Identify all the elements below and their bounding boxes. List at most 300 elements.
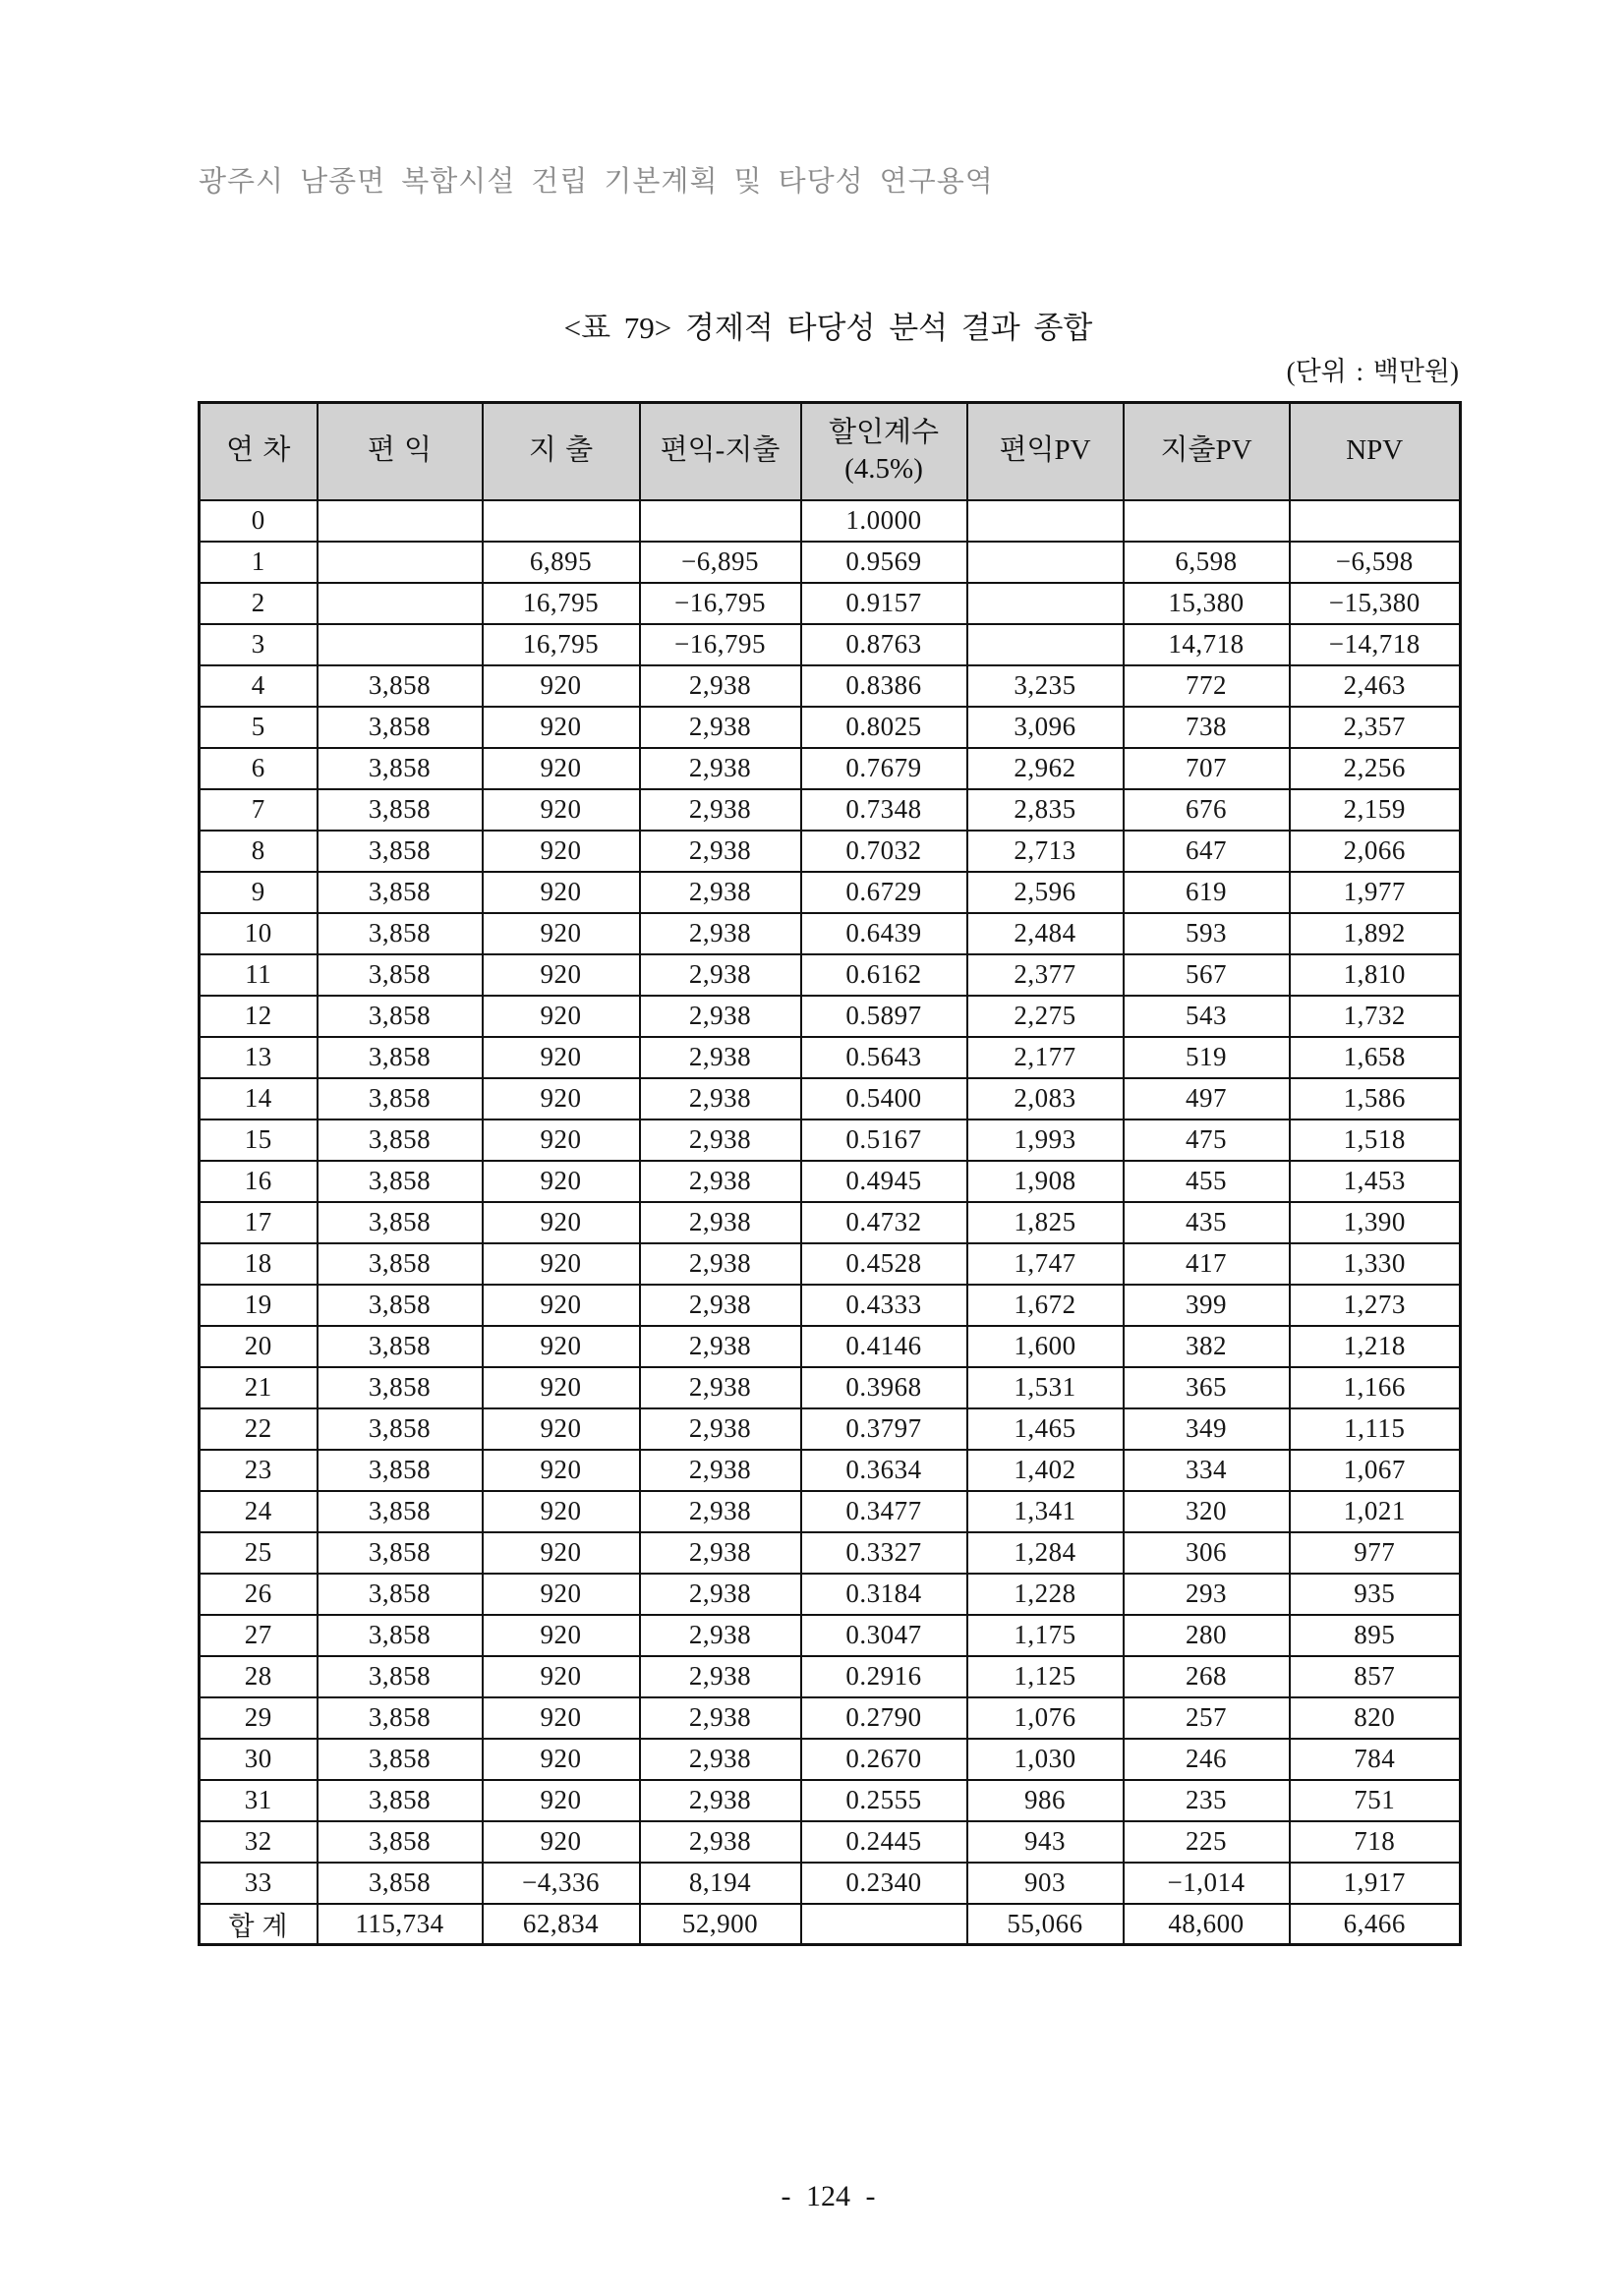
total-row: [200, 1904, 1461, 1945]
table-cell: 3,858: [318, 1821, 483, 1863]
table-cell: 14: [200, 1078, 318, 1119]
column-header: NPV: [1290, 403, 1461, 500]
table-cell: 6,895: [483, 542, 640, 583]
table-cell: 920: [483, 1037, 640, 1078]
table-cell: 3,858: [318, 1656, 483, 1697]
table-cell: 903: [967, 1863, 1124, 1904]
table-cell: 895: [1290, 1615, 1461, 1656]
table-cell: 9: [200, 872, 318, 913]
table-cell: 0.6162: [801, 954, 967, 996]
table-cell: 235: [1124, 1780, 1290, 1821]
table-cell: 3,858: [318, 1037, 483, 1078]
table-cell: 1,166: [1290, 1367, 1461, 1408]
table-row: [200, 872, 1461, 913]
table-cell: 0.3634: [801, 1450, 967, 1491]
table-cell: 2,938: [640, 1450, 801, 1491]
table-cell: −6,895: [640, 542, 801, 583]
table-cell: −6,598: [1290, 542, 1461, 583]
table-cell: 0.7032: [801, 831, 967, 872]
table-cell: 320: [1124, 1491, 1290, 1532]
table-cell: 920: [483, 1739, 640, 1780]
table-row: [200, 1615, 1461, 1656]
table-row: [200, 1119, 1461, 1161]
table-row: [200, 665, 1461, 707]
table-cell: 246: [1124, 1739, 1290, 1780]
table-cell: 6: [200, 748, 318, 789]
table-cell: 920: [483, 1408, 640, 1450]
table-cell: 48,600: [1124, 1904, 1290, 1945]
table-cell: −4,336: [483, 1863, 640, 1904]
table-row: [200, 624, 1461, 665]
table-cell: 11: [200, 954, 318, 996]
table-row: [200, 1202, 1461, 1243]
table-cell: 62,834: [483, 1904, 640, 1945]
table-cell: 920: [483, 1697, 640, 1739]
table-cell: 3,858: [318, 707, 483, 748]
table-cell: [318, 500, 483, 542]
table-cell: 21: [200, 1367, 318, 1408]
table-cell: 920: [483, 1821, 640, 1863]
table-cell: 3,858: [318, 1078, 483, 1119]
table-cell: 19: [200, 1285, 318, 1326]
table-cell: 2,938: [640, 1780, 801, 1821]
table-cell: 920: [483, 1078, 640, 1119]
table-cell: 1,810: [1290, 954, 1461, 996]
table-cell: 2,962: [967, 748, 1124, 789]
table-cell: 1,125: [967, 1656, 1124, 1697]
table-cell: 2,938: [640, 1367, 801, 1408]
table-cell: 1,993: [967, 1119, 1124, 1161]
table-cell: 920: [483, 913, 640, 954]
table-row: [200, 500, 1461, 542]
column-header: 편 익: [318, 403, 483, 500]
table-cell: 3,858: [318, 1697, 483, 1739]
table-cell: 519: [1124, 1037, 1290, 1078]
table-cell: 3,858: [318, 1161, 483, 1202]
table-cell: [801, 1904, 967, 1945]
table-row: [200, 996, 1461, 1037]
table-row: [200, 1285, 1461, 1326]
table-cell: 2: [200, 583, 318, 624]
table-cell: 3,858: [318, 1739, 483, 1780]
table-cell: 8,194: [640, 1863, 801, 1904]
table-cell: 2,938: [640, 1532, 801, 1574]
table-cell: 417: [1124, 1243, 1290, 1285]
column-header: 연 차: [200, 403, 318, 500]
table-cell: 3,858: [318, 1408, 483, 1450]
table-cell: 2,938: [640, 748, 801, 789]
table-cell: 20: [200, 1326, 318, 1367]
table-cell: 977: [1290, 1532, 1461, 1574]
table-cell: 1,917: [1290, 1863, 1461, 1904]
table-cell: 3,858: [318, 913, 483, 954]
column-header: 편익PV: [967, 403, 1124, 500]
table-cell: 25: [200, 1532, 318, 1574]
table-row: [200, 1491, 1461, 1532]
table-cell: 0.8025: [801, 707, 967, 748]
table-cell: 2,938: [640, 1821, 801, 1863]
table-cell: 3,858: [318, 665, 483, 707]
table-cell: 15,380: [1124, 583, 1290, 624]
table-cell: 1: [200, 542, 318, 583]
table-cell: 3,858: [318, 1450, 483, 1491]
table-cell: 475: [1124, 1119, 1290, 1161]
table-cell: [1124, 500, 1290, 542]
table-cell: 920: [483, 1161, 640, 1202]
table-cell: 857: [1290, 1656, 1461, 1697]
table-cell: 647: [1124, 831, 1290, 872]
table-cell: 306: [1124, 1532, 1290, 1574]
table-cell: 1,977: [1290, 872, 1461, 913]
table-cell: 920: [483, 1450, 640, 1491]
table-cell: 0.5167: [801, 1119, 967, 1161]
table-cell: −15,380: [1290, 583, 1461, 624]
table-row: [200, 954, 1461, 996]
table-header-row: [200, 403, 1461, 500]
table-row: [200, 1697, 1461, 1739]
table-cell: 0.3184: [801, 1574, 967, 1615]
table-cell: 0.4528: [801, 1243, 967, 1285]
table-cell: [318, 542, 483, 583]
table-cell: 0.7348: [801, 789, 967, 831]
table-cell: 920: [483, 1326, 640, 1367]
column-header: 할인계수 (4.5%): [801, 403, 967, 500]
table-cell: 0.3797: [801, 1408, 967, 1450]
table-row: [200, 707, 1461, 748]
table-cell: 2,275: [967, 996, 1124, 1037]
table-cell: 920: [483, 1491, 640, 1532]
table-row: [200, 542, 1461, 583]
table-row: [200, 789, 1461, 831]
table-cell: [967, 500, 1124, 542]
table-cell: 0.5897: [801, 996, 967, 1037]
table-cell: 435: [1124, 1202, 1290, 1243]
table-cell: 0.7679: [801, 748, 967, 789]
table-cell: 0.4146: [801, 1326, 967, 1367]
table-cell: 920: [483, 1243, 640, 1285]
table-cell: 4: [200, 665, 318, 707]
table-cell: 3,858: [318, 1491, 483, 1532]
table-cell: [318, 583, 483, 624]
table-cell: 2,938: [640, 1037, 801, 1078]
table-cell: 0.3047: [801, 1615, 967, 1656]
table-cell: [483, 500, 640, 542]
table-cell: 16,795: [483, 583, 640, 624]
table-cell: 619: [1124, 872, 1290, 913]
table-cell: 257: [1124, 1697, 1290, 1739]
table-cell: −16,795: [640, 583, 801, 624]
table-cell: 8: [200, 831, 318, 872]
table-cell: 676: [1124, 789, 1290, 831]
table-cell: 0.8763: [801, 624, 967, 665]
table-row: [200, 831, 1461, 872]
running-header: 광주시 남종면 복합시설 건립 기본계획 및 타당성 연구용역: [199, 166, 994, 198]
table-cell: 2,938: [640, 1697, 801, 1739]
table-cell: 455: [1124, 1161, 1290, 1202]
column-header: 편익-지출: [640, 403, 801, 500]
table-cell: 23: [200, 1450, 318, 1491]
table-cell: 1,402: [967, 1450, 1124, 1491]
table-cell: 14,718: [1124, 624, 1290, 665]
table-cell: 3,858: [318, 831, 483, 872]
table-row: [200, 913, 1461, 954]
table-row: [200, 1821, 1461, 1863]
table-cell: 920: [483, 1656, 640, 1697]
table-cell: 1,330: [1290, 1243, 1461, 1285]
table-cell: 2,596: [967, 872, 1124, 913]
table-cell: 0.6439: [801, 913, 967, 954]
table-cell: 2,357: [1290, 707, 1461, 748]
table-cell: 16: [200, 1161, 318, 1202]
table-cell: 920: [483, 954, 640, 996]
table-cell: 2,938: [640, 996, 801, 1037]
table-cell: [967, 542, 1124, 583]
table-cell: 3,858: [318, 1285, 483, 1326]
table-cell: 1,228: [967, 1574, 1124, 1615]
table-cell: 3,858: [318, 954, 483, 996]
table-cell: 7: [200, 789, 318, 831]
table-cell: 820: [1290, 1697, 1461, 1739]
table-cell: 738: [1124, 707, 1290, 748]
table-cell: 2,256: [1290, 748, 1461, 789]
economic-feasibility-table: [198, 401, 1462, 1946]
table-cell: 1,732: [1290, 996, 1461, 1037]
table-row: [200, 1037, 1461, 1078]
table-cell: 6,466: [1290, 1904, 1461, 1945]
table-cell: 0.9569: [801, 542, 967, 583]
table-cell: 3,858: [318, 1780, 483, 1821]
table-cell: 920: [483, 831, 640, 872]
table-cell: 18: [200, 1243, 318, 1285]
table-cell: 2,938: [640, 1326, 801, 1367]
table-cell: 3,858: [318, 1367, 483, 1408]
table-cell: 33: [200, 1863, 318, 1904]
table-cell: 3,858: [318, 1863, 483, 1904]
table-cell: 55,066: [967, 1904, 1124, 1945]
table-cell: 280: [1124, 1615, 1290, 1656]
table-cell: 1,892: [1290, 913, 1461, 954]
table-cell: 0.3477: [801, 1491, 967, 1532]
table-cell: 349: [1124, 1408, 1290, 1450]
table-row: [200, 1161, 1461, 1202]
table-cell: 920: [483, 1285, 640, 1326]
table-cell: 2,938: [640, 665, 801, 707]
table-cell: 920: [483, 1574, 640, 1615]
table-cell: 1,175: [967, 1615, 1124, 1656]
table-cell: 24: [200, 1491, 318, 1532]
table-cell: 6,598: [1124, 542, 1290, 583]
table-row: [200, 1367, 1461, 1408]
table-cell: 772: [1124, 665, 1290, 707]
table-cell: 1,658: [1290, 1037, 1461, 1078]
table-cell: 567: [1124, 954, 1290, 996]
table-cell: 3: [200, 624, 318, 665]
table-cell: 2,938: [640, 1739, 801, 1780]
table-cell: 0.6729: [801, 872, 967, 913]
table-cell: 22: [200, 1408, 318, 1450]
table-cell: 31: [200, 1780, 318, 1821]
table-row: [200, 1739, 1461, 1780]
table-cell: 920: [483, 665, 640, 707]
table-cell: 3,096: [967, 707, 1124, 748]
table-cell: 3,858: [318, 1326, 483, 1367]
table-cell: 0.4732: [801, 1202, 967, 1243]
table-cell: 3,858: [318, 1202, 483, 1243]
table-cell: 1,218: [1290, 1326, 1461, 1367]
table-row: [200, 1408, 1461, 1450]
table-cell: 2,713: [967, 831, 1124, 872]
table-cell: 943: [967, 1821, 1124, 1863]
table-cell: [967, 624, 1124, 665]
table-cell: 0.4945: [801, 1161, 967, 1202]
table-cell: 1,341: [967, 1491, 1124, 1532]
table-cell: 28: [200, 1656, 318, 1697]
table-cell: 751: [1290, 1780, 1461, 1821]
table-cell: 2,938: [640, 789, 801, 831]
table-cell: [318, 624, 483, 665]
table-cell: 986: [967, 1780, 1124, 1821]
table-cell: 17: [200, 1202, 318, 1243]
table-cell: 1,067: [1290, 1450, 1461, 1491]
table-row: [200, 1863, 1461, 1904]
table-cell: 3,858: [318, 872, 483, 913]
table-cell: 0.4333: [801, 1285, 967, 1326]
table-cell: 2,835: [967, 789, 1124, 831]
table-cell: [1290, 500, 1461, 542]
table-cell: 718: [1290, 1821, 1461, 1863]
table-cell: 1,908: [967, 1161, 1124, 1202]
table-cell: 3,235: [967, 665, 1124, 707]
table-cell: [967, 583, 1124, 624]
unit-note: (단위 : 백만원): [1286, 357, 1459, 386]
column-header: 지출PV: [1124, 403, 1290, 500]
table-cell: 920: [483, 1202, 640, 1243]
table-title: <표 79> 경제적 타당성 분석 결과 종합: [563, 311, 1093, 345]
table-cell: 3,858: [318, 789, 483, 831]
table-cell: 13: [200, 1037, 318, 1078]
table-cell: 920: [483, 1367, 640, 1408]
table-cell: 1,600: [967, 1326, 1124, 1367]
table-cell: 3,858: [318, 996, 483, 1037]
table-cell: 920: [483, 789, 640, 831]
table-cell: 2,938: [640, 707, 801, 748]
table-cell: 1,825: [967, 1202, 1124, 1243]
table-cell: 1,390: [1290, 1202, 1461, 1243]
table-row: [200, 1450, 1461, 1491]
table-cell: 0.3327: [801, 1532, 967, 1574]
table-cell: 334: [1124, 1450, 1290, 1491]
table-cell: 2,159: [1290, 789, 1461, 831]
table-cell: 1,531: [967, 1367, 1124, 1408]
table-cell: 920: [483, 748, 640, 789]
table-cell: 2,463: [1290, 665, 1461, 707]
table-cell: 784: [1290, 1739, 1461, 1780]
table-cell: 920: [483, 1615, 640, 1656]
table-cell: 365: [1124, 1367, 1290, 1408]
table-cell: 32: [200, 1821, 318, 1863]
table-cell: 935: [1290, 1574, 1461, 1615]
table-cell: 2,938: [640, 1243, 801, 1285]
table-cell: 268: [1124, 1656, 1290, 1697]
table-cell: 0.2790: [801, 1697, 967, 1739]
table-cell: 707: [1124, 748, 1290, 789]
table-cell: 0.2555: [801, 1780, 967, 1821]
table-cell: 2,484: [967, 913, 1124, 954]
table-cell: 1,465: [967, 1408, 1124, 1450]
table-cell: 12: [200, 996, 318, 1037]
table-row: [200, 583, 1461, 624]
table-cell: 0.9157: [801, 583, 967, 624]
table-cell: 920: [483, 1119, 640, 1161]
table-cell: 920: [483, 996, 640, 1037]
table-cell: 1,453: [1290, 1161, 1461, 1202]
table-cell: 1,021: [1290, 1491, 1461, 1532]
table-cell: 1.0000: [801, 500, 967, 542]
table-cell: 2,938: [640, 872, 801, 913]
table-cell: 0.2340: [801, 1863, 967, 1904]
table-cell: 0.2670: [801, 1739, 967, 1780]
table-cell: 0.2916: [801, 1656, 967, 1697]
table-cell: 2,083: [967, 1078, 1124, 1119]
table-row: [200, 1243, 1461, 1285]
table-cell: 5: [200, 707, 318, 748]
table-cell: 3,858: [318, 1615, 483, 1656]
table-cell: 2,938: [640, 1202, 801, 1243]
table-cell: −14,718: [1290, 624, 1461, 665]
table-cell: 1,747: [967, 1243, 1124, 1285]
table-cell: 3,858: [318, 748, 483, 789]
table-row: [200, 748, 1461, 789]
table-cell: 2,938: [640, 1408, 801, 1450]
table-cell: 920: [483, 872, 640, 913]
table-cell: 2,938: [640, 954, 801, 996]
table-cell: 2,938: [640, 1078, 801, 1119]
table-cell: 1,586: [1290, 1078, 1461, 1119]
table-cell: 399: [1124, 1285, 1290, 1326]
table-cell: 543: [1124, 996, 1290, 1037]
table-cell: 2,938: [640, 831, 801, 872]
table-cell: 382: [1124, 1326, 1290, 1367]
table-cell: 2,938: [640, 1615, 801, 1656]
table-cell: 29: [200, 1697, 318, 1739]
table-cell: −1,014: [1124, 1863, 1290, 1904]
table-cell: 27: [200, 1615, 318, 1656]
column-header: 지 출: [483, 403, 640, 500]
table-row: [200, 1656, 1461, 1697]
table-cell: 0.5643: [801, 1037, 967, 1078]
table-cell: [640, 500, 801, 542]
table-cell: 0.3968: [801, 1367, 967, 1408]
table-cell: 2,377: [967, 954, 1124, 996]
table-cell: 497: [1124, 1078, 1290, 1119]
table-cell: 1,076: [967, 1697, 1124, 1739]
table-cell: 1,672: [967, 1285, 1124, 1326]
table-cell: 2,938: [640, 1574, 801, 1615]
table-cell: 3,858: [318, 1243, 483, 1285]
table-cell: 225: [1124, 1821, 1290, 1863]
table-cell: 1,518: [1290, 1119, 1461, 1161]
table-row: [200, 1326, 1461, 1367]
table-cell: 0.5400: [801, 1078, 967, 1119]
table-row: [200, 1780, 1461, 1821]
table-cell: 10: [200, 913, 318, 954]
page-number: - 124 -: [781, 2180, 876, 2212]
table-cell: 3,858: [318, 1532, 483, 1574]
table-cell: 3,858: [318, 1119, 483, 1161]
table-cell: 0.2445: [801, 1821, 967, 1863]
table-cell: 2,938: [640, 1285, 801, 1326]
table-cell: 3,858: [318, 1574, 483, 1615]
